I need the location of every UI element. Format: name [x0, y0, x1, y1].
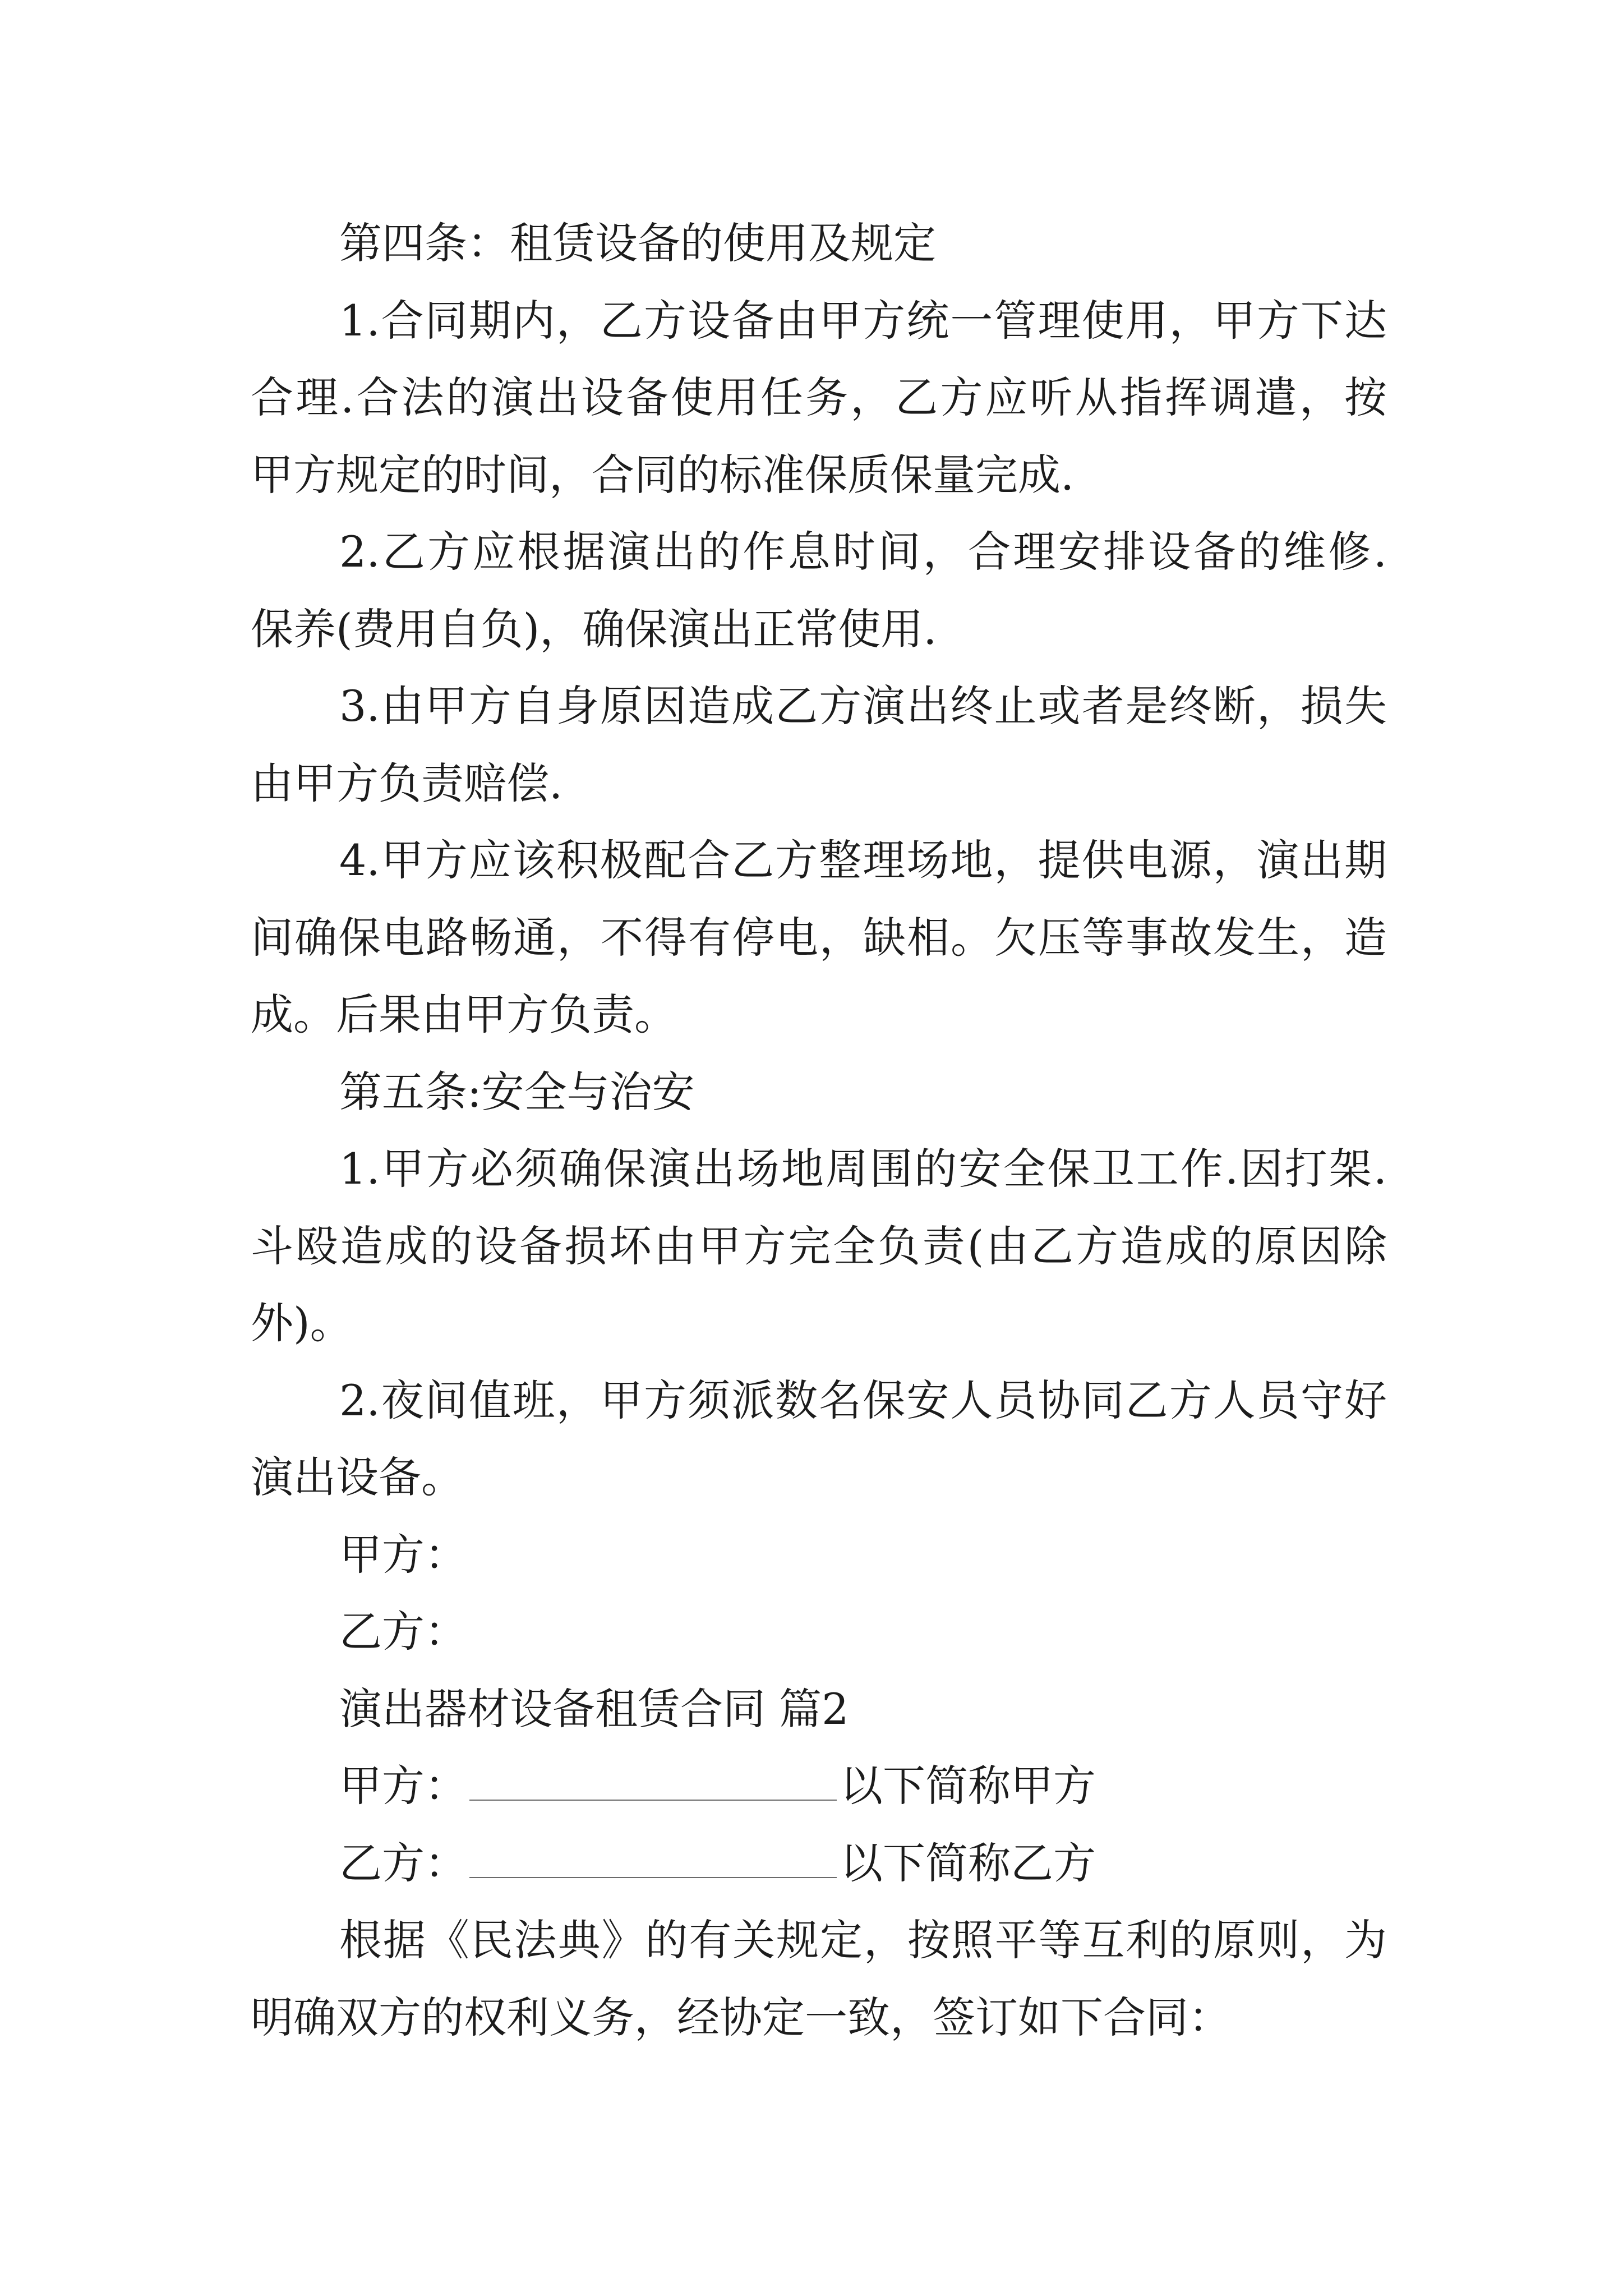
article-4-heading: 第四条：租赁设备的使用及规定 — [339, 218, 936, 268]
signature-party-a: 甲方： — [339, 1529, 467, 1580]
signature-party-b: 乙方： — [339, 1607, 467, 1657]
text-line: 3.由甲方自身原因造成乙方演出终止或者是终断，损失 — [339, 681, 1387, 731]
text-line: 4.甲方应该积极配合乙方整理场地，提供电源，演出期 — [339, 835, 1387, 885]
document-body — [251, 205, 1387, 2056]
text-line: 1.甲方必须确保演出场地周围的安全保卫工作.因打架. — [339, 1144, 1387, 1194]
article-5-heading: 第五条:安全与治安 — [339, 1066, 695, 1117]
text-line: 由甲方负责赔偿. — [251, 758, 563, 808]
text-line: 间确保电路畅通，不得有停电，缺相。欠压等事故发生，造 — [251, 912, 1387, 963]
text-line: 2.乙方应根据演出的作息时间，合理安排设备的维修. — [339, 527, 1387, 577]
party-b-blank-field[interactable] — [469, 1843, 837, 1878]
party-a-label: 甲方： — [339, 1761, 467, 1811]
text-line: 斗殴造成的设备损坏由甲方完全负责(由乙方造成的原因除 — [251, 1221, 1387, 1271]
party-b-suffix: 以下简称乙方 — [840, 1838, 1096, 1888]
party-a-line — [251, 1747, 1387, 1825]
text-line: 甲方规定的时间，合同的标准保质保量完成. — [251, 449, 1075, 500]
text-line: 合理.合法的演出设备使用任务，乙方应听从指挥调遣，按 — [251, 372, 1387, 422]
text-line: 成。后果由甲方负责。 — [251, 990, 677, 1039]
text-line: 演出设备。 — [251, 1452, 464, 1502]
text-line: 明确双方的权利义务，经协定一致，签订如下合同： — [251, 1992, 1231, 2042]
text-line: 1.合同期内，乙方设备由甲方统一管理使用，甲方下达 — [339, 295, 1387, 346]
party-b-line — [251, 1825, 1387, 1902]
text-line: 根据《民法典》的有关规定，按照平等互利的原则，为 — [339, 1915, 1387, 1965]
party-a-blank-field[interactable] — [469, 1766, 837, 1801]
text-line: 2.夜间值班，甲方须派数名保安人员协同乙方人员守好 — [339, 1375, 1387, 1425]
text-line: 外)。 — [251, 1298, 353, 1348]
text-line: 保养(费用自负)，确保演出正常使用. — [251, 604, 937, 654]
party-a-suffix: 以下简称甲方 — [840, 1761, 1096, 1811]
contract-section-title: 演出器材设备租赁合同 篇2 — [339, 1683, 849, 1734]
party-b-label: 乙方： — [339, 1838, 467, 1888]
